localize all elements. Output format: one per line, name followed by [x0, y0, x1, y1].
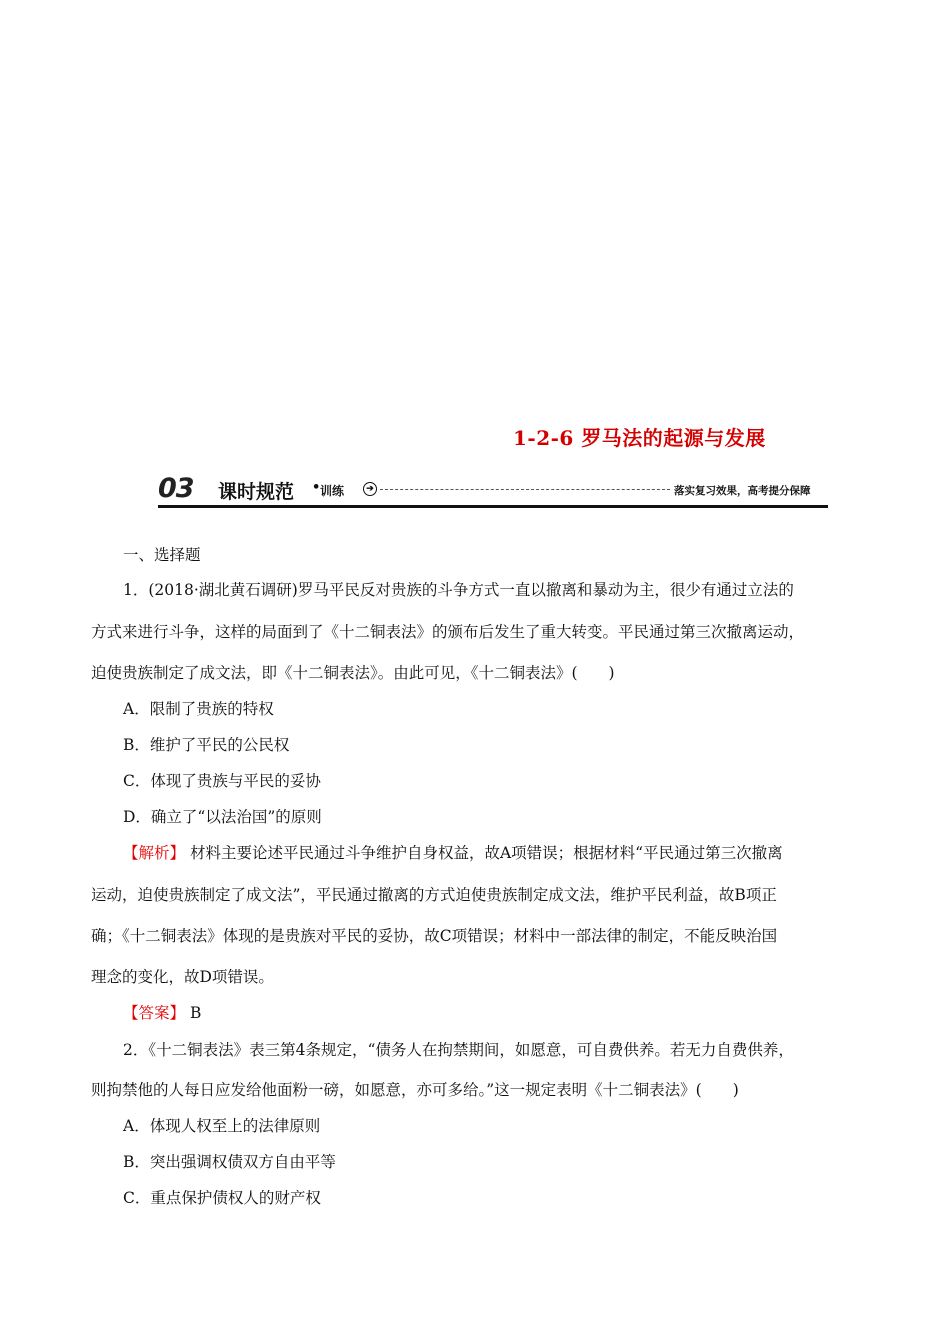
document-title: 1-2-6 罗马法的起源与发展: [513, 426, 766, 450]
banner-number: 03: [158, 473, 194, 504]
banner-label: 课时规范: [218, 481, 295, 503]
q2-line-2: 则拘禁他的人每日应发给他面粉一磅，如愿意，亦可多给。”这一规定表明《十二铜表法》( ): [91, 1081, 739, 1099]
q1-option-d: D．确立了“以法治国”的原则: [123, 808, 322, 826]
q1-option-a: A．限制了贵族的特权: [123, 700, 274, 718]
q1-answer: [123, 1003, 201, 1023]
q1-analysis-line-3: 确；《十二铜表法》体现的是贵族对平民的妥协，故C项错误；材料中一部法律的制定，不能反映治国: [91, 927, 778, 945]
q1-option-c: C．体现了贵族与平民的妥协: [123, 772, 321, 790]
q2-option-a: A．体现人权至上的法律原则: [123, 1117, 321, 1135]
analysis-label: 【解析】: [123, 844, 186, 862]
answer-value: B: [189, 1004, 202, 1022]
q1-option-b: B．维护了平民的公民权: [123, 736, 290, 754]
banner-tagline: 落实复习效果，高考提分保障: [674, 485, 811, 497]
banner-rule: [158, 505, 828, 508]
q2-option-b: B．突出强调权债双方自由平等: [123, 1153, 336, 1171]
banner-sub: 训练: [320, 484, 345, 498]
q2-option-c: C．重点保护债权人的财产权: [123, 1189, 321, 1207]
q2-line-1: 2．《十二铜表法》表三第4条规定，“债务人在拘禁期间，如愿意，可自费供养。若无力自费供养，: [123, 1041, 794, 1059]
section-heading: 一、选择题: [123, 546, 201, 564]
banner-dot: •: [312, 480, 321, 495]
answer-label: 【答案】: [123, 1004, 186, 1022]
arrow-circle-icon: ➔: [363, 482, 377, 496]
q1-line-3: 迫使贵族制定了成文法，即《十二铜表法》。由此可见，《十二铜表法》( ): [91, 664, 615, 682]
q1-analysis-line-2: 运动，迫使贵族制定了成文法”，平民通过撤离的方式迫使贵族制定成文法，维护平民利益，故B项正: [91, 886, 777, 904]
section-banner: [158, 474, 828, 510]
analysis-text: 材料主要论述平民通过斗争维护自身权益，故A项错误；根据材料“平民通过第三次撤离: [189, 844, 783, 862]
q1-line-1: 1．(2018·湖北黄石调研)罗马平民反对贵族的斗争方式一直以撤离和暴动为主，很少有通过立法的: [123, 581, 794, 599]
q1-line-2: 方式来进行斗争，这样的局面到了《十二铜表法》的颁布后发生了重大转变。平民通过第三次撤离运动，: [91, 623, 805, 641]
q1-analysis-line-4: 理念的变化，故D项错误。: [91, 968, 274, 986]
banner-dashes: [380, 489, 670, 490]
q1-analysis-line-1: [123, 843, 783, 863]
